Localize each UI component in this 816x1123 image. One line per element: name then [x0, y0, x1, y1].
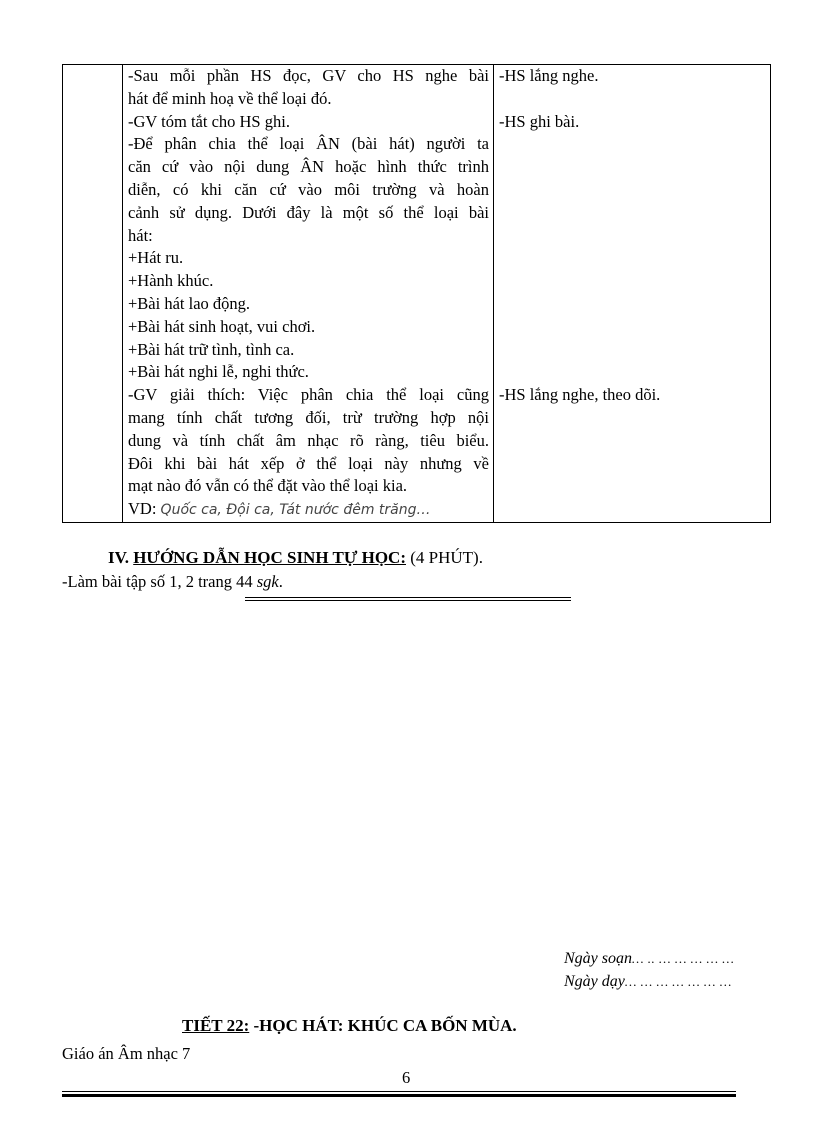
genre-item: +Hát ru. — [128, 248, 184, 268]
teach-date-label: Ngày dạy — [564, 973, 625, 990]
teacher-line: mạt nào đó vẫn có thể đặt vào thể loại kia. — [128, 476, 408, 496]
student-line: -HS ghi bài. — [499, 111, 580, 131]
teacher-line: -Để phân chia thể loại ÂN (bài hát) người ta — [128, 134, 489, 154]
teacher-line: -Sau mỗi phần HS đọc, GV cho HS nghe bài — [128, 66, 489, 85]
genre-item: +Bài hát sinh hoạt, vui chơi. — [128, 316, 316, 336]
homework-end: . — [278, 572, 283, 591]
teacher-line: căn cứ vào nội dung ÂN hoặc hình thức trình — [128, 157, 489, 177]
section-duration: (4 PHÚT). — [410, 548, 483, 567]
teacher-line: -GV giải thích: Việc phân chia thể loại cũng — [128, 385, 489, 405]
next-lesson-label: TIẾT 22: — [182, 1016, 250, 1035]
student-line: -HS lắng nghe. — [499, 66, 599, 85]
teacher-line: dung và tính chất âm nhạc rõ ràng, tiêu biểu. — [128, 430, 489, 450]
footer-doc-title: Giáo án Âm nhạc 7 — [62, 1044, 191, 1063]
teacher-activity-cell — [123, 65, 494, 523]
homework-text: -Làm bài tập số 1, 2 trang 44 — [62, 572, 253, 591]
section-separator — [245, 597, 571, 601]
teacher-line: cảnh sử dụng. Dưới đây là một số thể loại bài — [128, 202, 489, 222]
prep-date-dots: … .. … … … … … — [632, 951, 735, 966]
teach-date-dots: … … … … … … … — [624, 974, 732, 989]
genre-item: +Bài hát nghi lễ, nghi thức. — [128, 362, 309, 382]
homework-book: sgk — [256, 572, 279, 591]
page-number: 6 — [402, 1068, 411, 1087]
prep-date — [564, 950, 734, 968]
lesson-activity-table — [62, 64, 771, 523]
student-line: -HS lắng nghe, theo dõi. — [499, 385, 661, 405]
section-title: HƯỚNG DẪN HỌC SINH TỰ HỌC: — [133, 548, 406, 567]
teach-date — [564, 973, 732, 991]
time-column-cell — [63, 65, 123, 523]
example-prefix: VD: — [128, 499, 157, 519]
genre-item: +Hành khúc. — [128, 271, 214, 291]
genre-item: +Bài hát lao động. — [128, 293, 251, 313]
example-songs: Quốc ca, Đội ca, Tát nước đêm trăng… — [160, 502, 431, 519]
teacher-line: diễn, có khi căn cứ vào môi trường và hoàn — [128, 179, 489, 199]
footer-rule-thick — [62, 1094, 736, 1097]
genre-item: +Bài hát trữ tình, tình ca. — [128, 339, 295, 359]
teacher-line: hát để minh hoạ về thể loại đó. — [128, 88, 332, 108]
homework-line — [62, 572, 283, 592]
table-row — [63, 65, 771, 523]
next-lesson-heading — [182, 1016, 517, 1036]
student-activity-cell — [494, 65, 771, 523]
teacher-line: hát: — [128, 225, 153, 245]
section-heading — [108, 548, 483, 568]
teacher-line: -GV tóm tắt cho HS ghi. — [128, 111, 290, 131]
next-lesson-title: -HỌC HÁT: KHÚC CA BỐN MÙA. — [253, 1016, 517, 1035]
prep-date-label: Ngày soạn — [564, 950, 632, 967]
example-line — [128, 498, 489, 522]
teacher-line: Đôi khi bài hát xếp ở thể loại này nhưng về — [128, 453, 489, 473]
section-number: IV. — [108, 548, 129, 567]
footer-rule-thin — [62, 1091, 736, 1092]
teacher-line: mang tính chất tương đối, trừ trường hợp nội — [128, 407, 489, 427]
